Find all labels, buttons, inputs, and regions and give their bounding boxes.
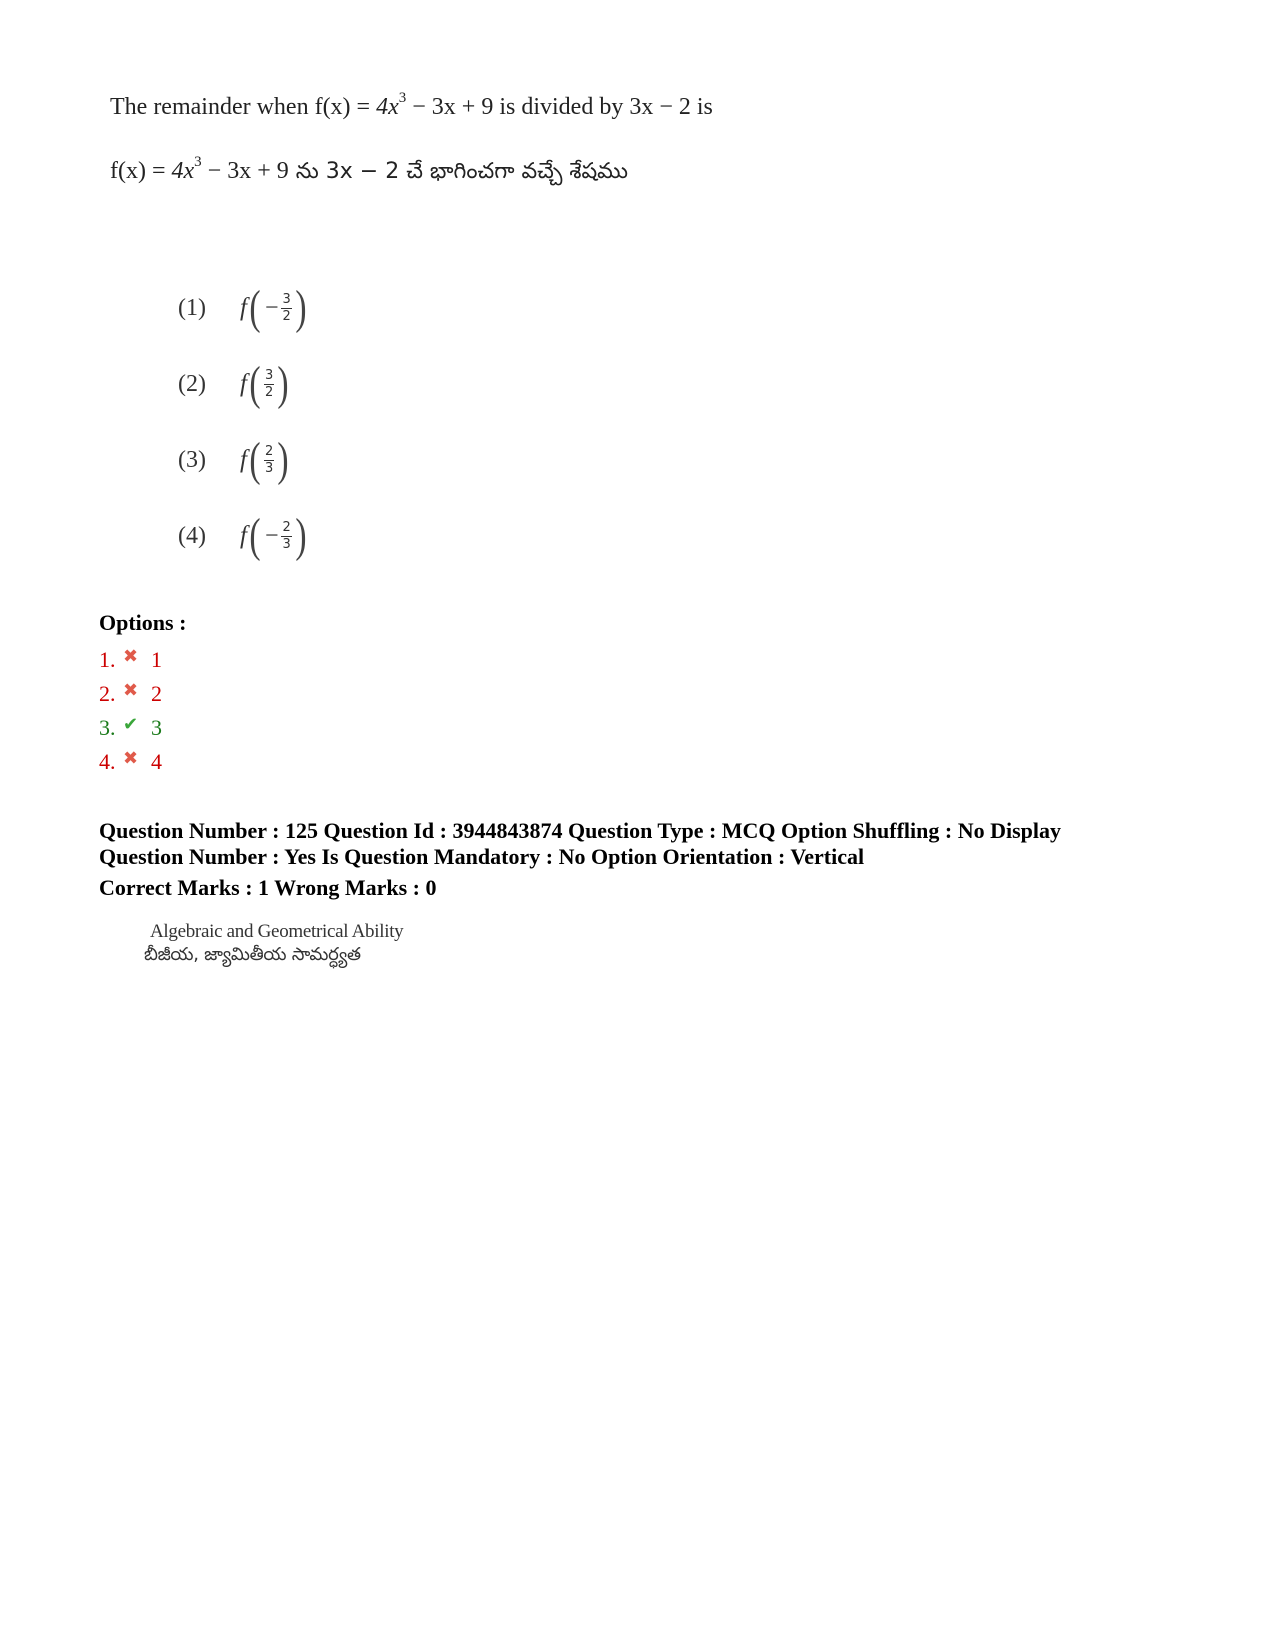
- option-item-4[interactable]: 4. ✖ 4: [99, 747, 162, 774]
- choice-1: (1) f ( − $\frac{3}{2}$ ): [178, 278, 309, 338]
- function-expression: f ( − $\frac{3}{2}$ ): [240, 281, 307, 334]
- function-expression: f ( $\frac{2}{3}$ ): [240, 433, 289, 486]
- subject-telugu: బీజీయ, జ్యామితీయ సామర్ధ్యత: [144, 943, 361, 965]
- fraction: $\frac{3}{2}$: [282, 291, 291, 324]
- wrong-cross-icon: ✖: [123, 645, 139, 666]
- options-title: Options :: [99, 610, 187, 635]
- question-text-telugu: $f(x) = 4x^3 - 3x + 9$ ను 3x − 2 చే భాగించగా వచ్చే శేషము: [110, 154, 629, 184]
- subject-label: [144, 920, 404, 966]
- function-expression: f ( − $\frac{2}{3}$ ): [240, 509, 307, 562]
- function-expression: f ( $\frac{3}{2}$ ): [240, 357, 289, 410]
- fraction: $\frac{2}{3}$: [282, 519, 291, 552]
- option-item-3[interactable]: 3. ✔ 3: [99, 713, 162, 740]
- question-text-english: The remainder when $f(x) = 4x^3 - 3x + 9$ is divided by 3x − 2 is: [110, 90, 713, 120]
- fraction: $\frac{3}{2}$: [264, 367, 274, 400]
- wrong-cross-icon: ✖: [123, 747, 139, 768]
- question-meta-line-2: Question Number : Yes Is Question Mandatory : No Option Orientation : Vertical: [99, 844, 865, 869]
- correct-check-icon: ✔: [123, 713, 139, 734]
- question-marks: Correct Marks : 1 Wrong Marks : 0: [99, 875, 437, 900]
- choice-4: (4) f ( − $\frac{2}{3}$ ): [178, 506, 309, 566]
- fraction: $\frac{2}{3}$: [264, 443, 274, 476]
- question-meta-line-1: Question Number : 125 Question Id : 3944843874 Question Type : MCQ Option Shuffling : No Display: [99, 818, 1062, 843]
- choice-3: (3) f ( $\frac{2}{3}$ ): [178, 430, 291, 490]
- subject-english: Algebraic and Geometrical Ability: [150, 921, 404, 942]
- wrong-cross-icon: ✖: [123, 679, 139, 700]
- option-item-1[interactable]: 1. ✖ 1: [99, 645, 162, 672]
- option-item-2[interactable]: 2. ✖ 2: [99, 679, 162, 706]
- choice-2: (2) f ( $\frac{3}{2}$ ): [178, 354, 291, 414]
